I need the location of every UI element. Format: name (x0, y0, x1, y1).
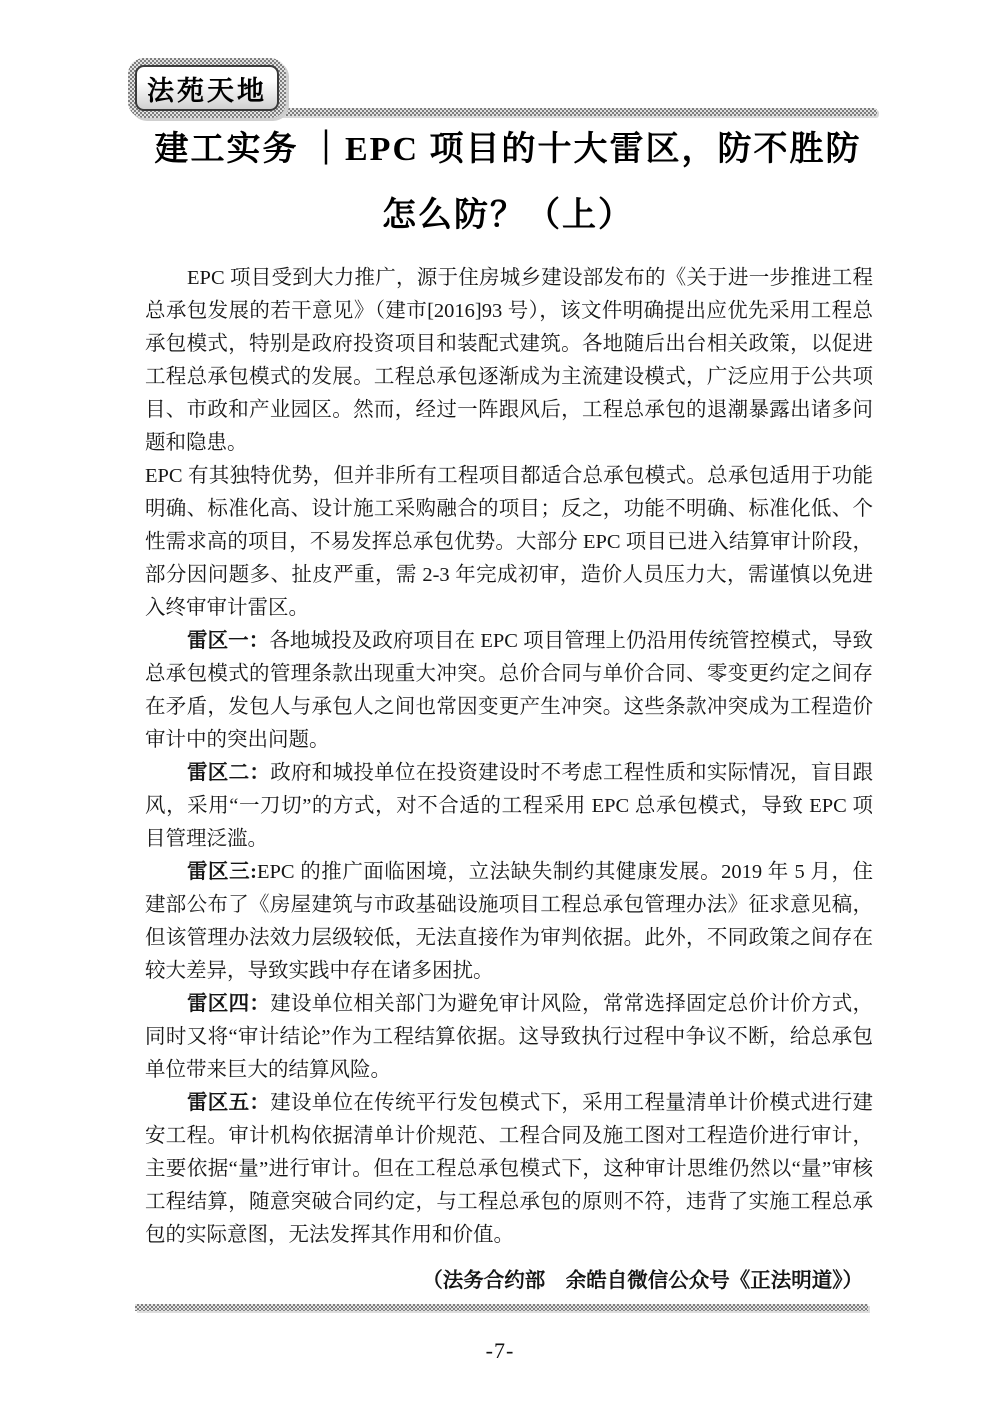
article-title-line2: 怎么防？（上） (382, 197, 634, 234)
footer-rule (135, 1304, 868, 1311)
paragraph-text: 各地城投及政府项目在 EPC 项目管理上仍沿用传统管控模式，导致总承包模式的管理条款出现重大冲突。总价合同与单价合同、零变更约定之间存在矛盾，发包人与承包人之间也常因变更产生冲突。这些条款冲突成为工程造价审计中的突出问题。 (145, 630, 873, 751)
article-title-line1: 建工实务 ｜EPC 项目的十大雷区，防不胜防 (154, 131, 862, 168)
paragraph-lead: 雷区一： (187, 630, 270, 652)
paragraph-text: EPC 有其独特优势，但并非所有工程项目都适合总承包模式。总承包适用于功能明确、标准化高、设计施工采购融合的项目；反之，功能不明确、标准化低、个性需求高的项目，不易发挥总承包优势。大部分 EPC 项目已进入结算审计阶段，部分因问题多、扯皮严重，需 2-3 年完成初审，造价人员压力大，需谨慎以免进入终审审计雷区。 (145, 465, 873, 619)
body-paragraph (145, 625, 873, 757)
paragraph-text: 政府和城投单位在投资建设时不考虑工程性质和实际情况，盲目跟风，采用“一刀切”的方式，对不合适的工程采用 EPC 总承包模式，导致 EPC 项目管理泛滥。 (145, 762, 874, 850)
paragraph-lead: 雷区二： (187, 762, 271, 784)
article-body (145, 262, 873, 1298)
body-paragraph (145, 856, 873, 988)
paragraph-lead: 雷区四： (187, 993, 271, 1015)
body-paragraph (145, 1087, 873, 1252)
body-paragraph (145, 262, 873, 460)
paragraph-lead: 雷区三: (187, 861, 257, 883)
page-number: -7- (485, 1338, 515, 1363)
article-title (136, 128, 880, 238)
section-badge (128, 58, 286, 118)
paragraph-text: 建设单位在传统平行发包模式下，采用工程量清单计价模式进行建安工程。审计机构依据清单计价规范、工程合同及施工图对工程造价进行审计，主要依据“量”进行审计。但在工程总承包模式下，这种审计思维仍然以“量”审核工程结算，随意突破合同约定，与工程总承包的原则不符，违背了实施工程总承包的实际意图，无法发挥其作用和价值。 (145, 1092, 874, 1246)
body-paragraph (145, 757, 873, 856)
paragraph-text: EPC 项目受到大力推广，源于住房城乡建设部发布的《关于进一步推进工程总承包发展的若干意见》（建市[2016]93 号），该文件明确提出应优先采用工程总承包模式，特别是政府投资项目和装配式建筑。各地随后出台相关政策，以促进工程总承包模式的发展。工程总承包逐渐成为主流建设模式，广泛应用于公共项目、市政和产业园区。然而，经过一阵跟风后，工程总承包的退潮暴露出诸多问题和隐患。 (145, 267, 873, 454)
paragraph-text: 建设单位相关部门为避免审计风险，常常选择固定总价计价方式，同时又将“审计结论”作为工程结算依据。这导致执行过程中争议不断，给总承包单位带来巨大的结算风险。 (145, 993, 874, 1081)
author-signature: （法务合约部 余皓自微信公众号《正法明道》） (422, 1270, 863, 1292)
body-paragraph (145, 460, 873, 625)
section-badge-label: 法苑天地 (135, 65, 279, 111)
paragraph-lead: 雷区五： (187, 1092, 271, 1114)
body-paragraph (145, 988, 873, 1087)
paragraph-text: EPC 的推广面临困境，立法缺失制约其健康发展。2019 年 5 月，住建部公布了《房屋建筑与市政基础设施项目工程总承包管理办法》征求意见稿，但该管理办法效力层级较低，无法直接作为审判依据。此外，不同政策之间存在较大差异，导致实践中存在诸多困扰。 (145, 861, 873, 982)
